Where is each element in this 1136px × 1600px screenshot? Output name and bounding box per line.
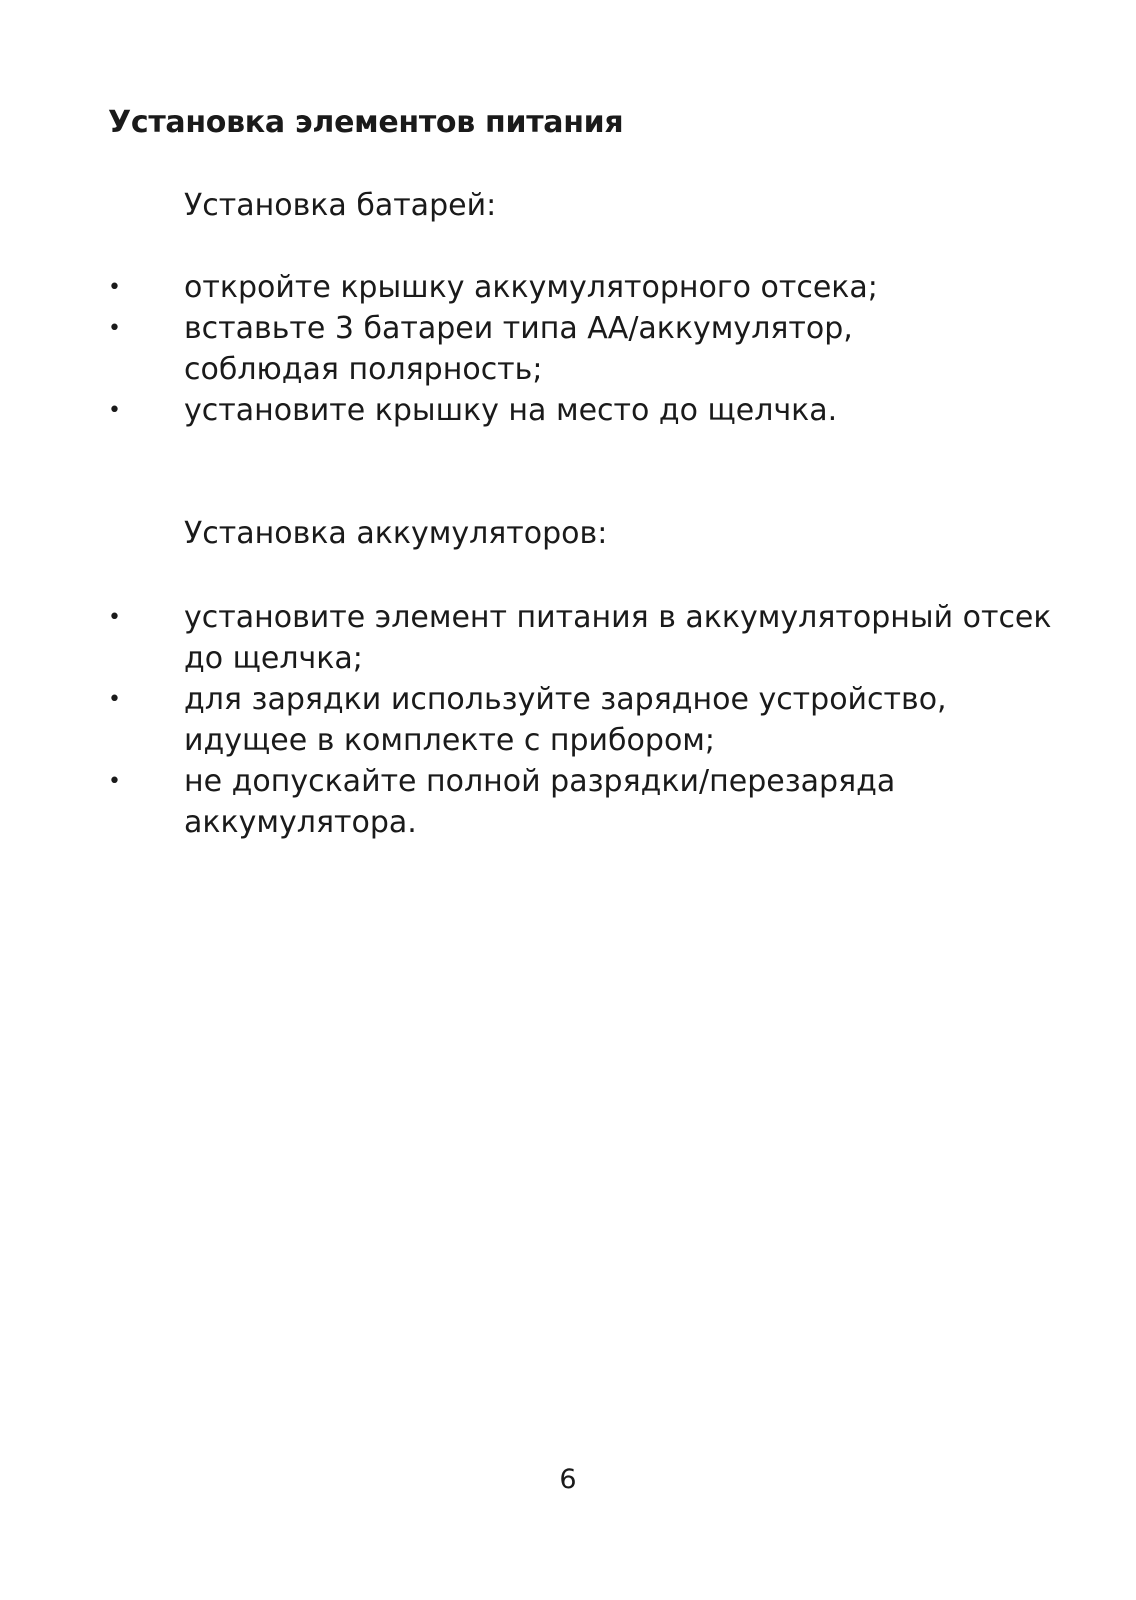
list-item <box>108 679 1008 761</box>
list-item-text: откройте крышку аккумуляторного отсека; <box>184 270 878 305</box>
section-heading: Установка элементов питания <box>108 105 624 140</box>
list-item <box>108 267 1008 308</box>
list-item-text: соблюдая полярность; <box>184 352 543 387</box>
bullet-icon: • <box>108 687 121 712</box>
bullet-icon: • <box>108 605 121 630</box>
bullet-icon: • <box>108 769 121 794</box>
list-item-text: аккумулятора. <box>184 805 417 840</box>
list-item-text: установите элемент питания в аккумуляторный отсек <box>184 600 1052 635</box>
accumulators-subheading: Установка аккумуляторов: <box>184 516 608 551</box>
list-item <box>108 761 1008 843</box>
bullet-icon: • <box>108 398 121 423</box>
list-item <box>108 308 1008 390</box>
list-item-text: до щелчка; <box>184 641 363 676</box>
batteries-subheading: Установка батарей: <box>184 188 497 223</box>
list-item-text: установите крышку на место до щелчка. <box>184 393 838 428</box>
list-item-text: не допускайте полной разрядки/перезаряда <box>184 764 896 799</box>
list-item-text: вставьте 3 батареи типа АА/аккумулятор, <box>184 311 853 346</box>
page-number: 6 <box>559 1464 577 1495</box>
batteries-instructions-list <box>108 267 1008 431</box>
list-item-text: для зарядки используйте зарядное устройство, <box>184 682 947 717</box>
bullet-icon: • <box>108 316 121 341</box>
list-item <box>108 390 1008 431</box>
list-item <box>108 597 1052 679</box>
accumulators-instructions-list <box>108 597 1052 843</box>
bullet-icon: • <box>108 275 121 300</box>
list-item-text: идущее в комплекте с прибором; <box>184 723 716 758</box>
